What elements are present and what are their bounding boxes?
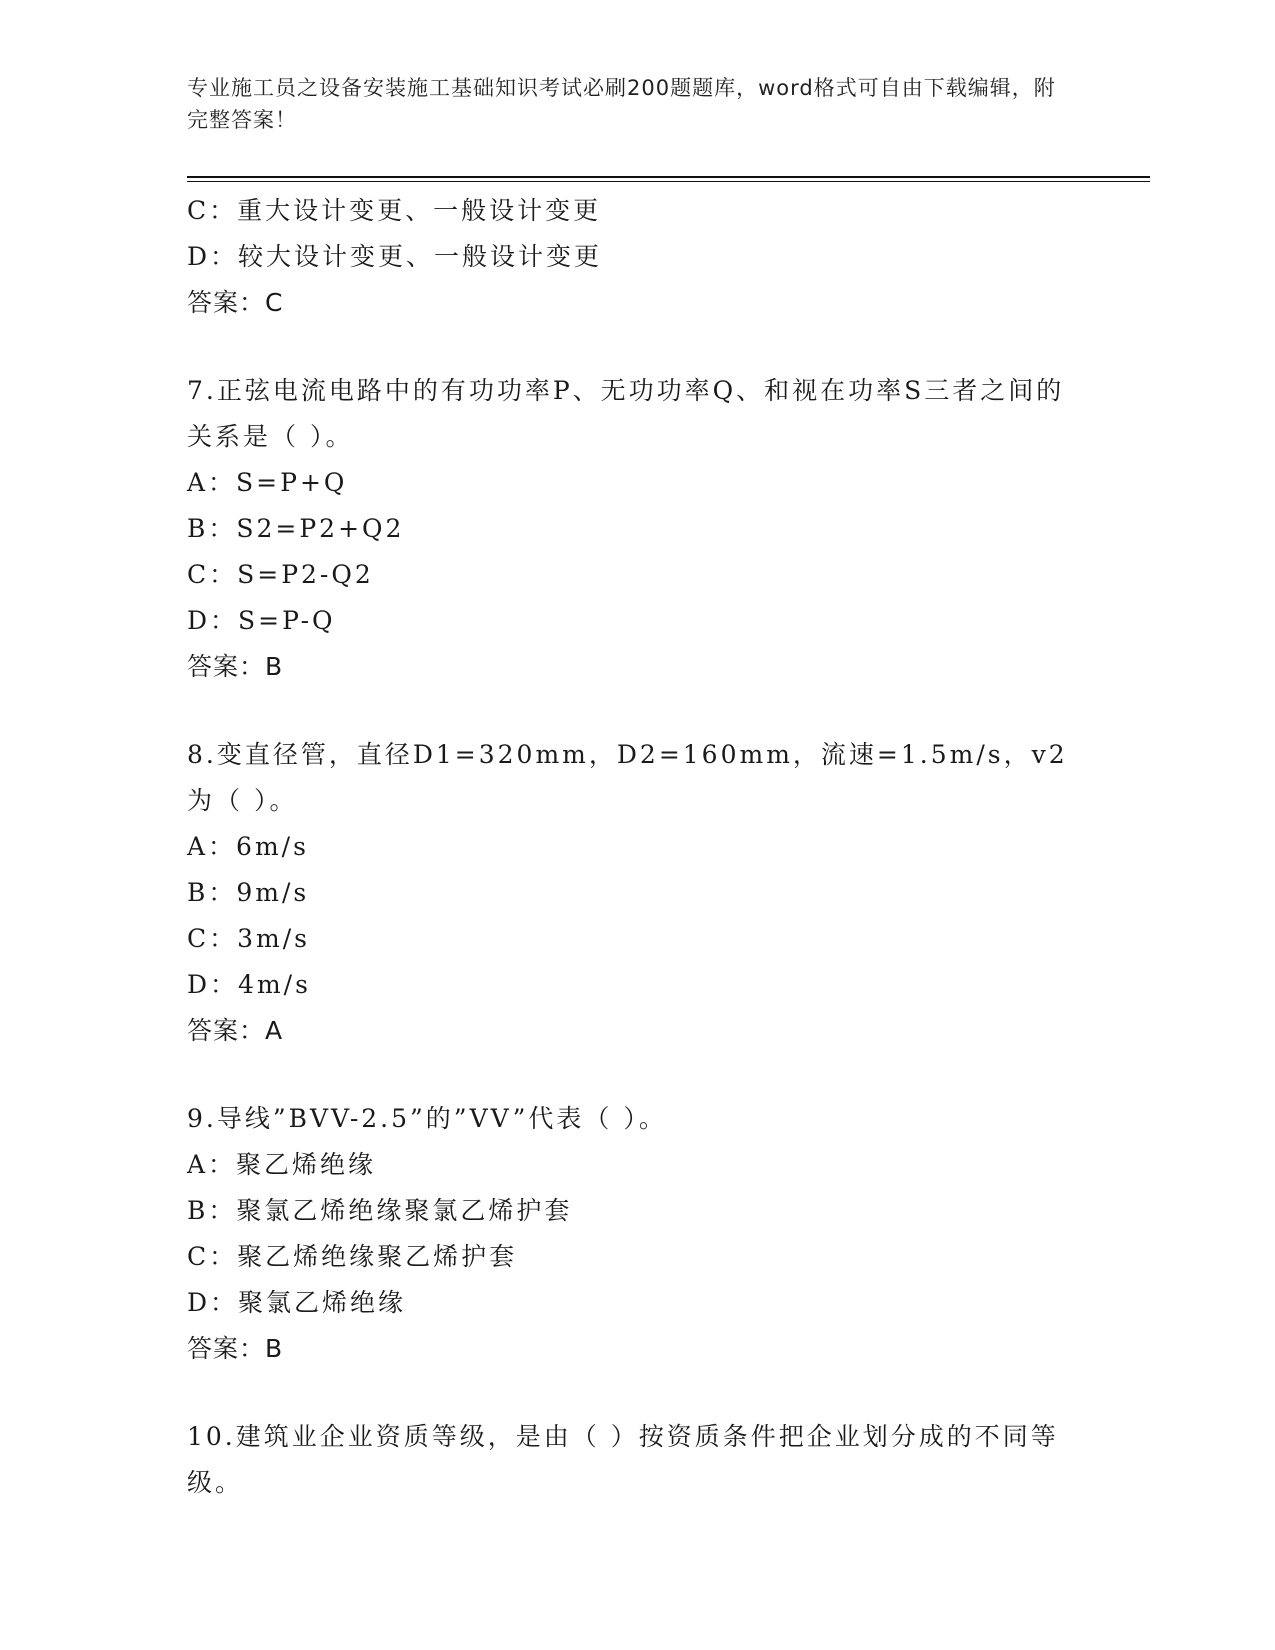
question-text: 9.导线”BVV-2.5”的”VV”代表（ ）。 xyxy=(187,1104,667,1133)
option-c: C：3m/s xyxy=(187,924,310,953)
option-a: A：6m/s xyxy=(187,832,309,861)
option-c: C：S=P2-Q2 xyxy=(187,560,374,589)
option-a: A：聚乙烯绝缘 xyxy=(187,1150,377,1179)
option-d: D：较大设计变更、一般设计变更 xyxy=(187,242,603,271)
question-8 xyxy=(187,732,1087,1054)
option-b: B：S2=P2+Q2 xyxy=(187,514,405,543)
carryover-block xyxy=(187,188,1087,326)
option-d: D：聚氯乙烯绝缘 xyxy=(187,1288,407,1317)
option-a: A：S=P+Q xyxy=(187,468,348,497)
answer-line: 答案：A xyxy=(187,1016,284,1045)
header-divider-thick xyxy=(187,176,1150,178)
question-text: 10.建筑业企业资质等级，是由（ ）按资质条件把企业划分成的不同等级。 xyxy=(187,1422,1059,1497)
option-c: C：聚乙烯绝缘聚乙烯护套 xyxy=(187,1242,518,1271)
option-d: D：4m/s xyxy=(187,970,311,999)
question-text: 7.正弦电流电路中的有功功率P、无功功率Q、和视在功率S三者之间的关系是（ ）。 xyxy=(187,376,1065,451)
option-b: B：9m/s xyxy=(187,878,310,907)
option-d: D：S=P-Q xyxy=(187,606,336,635)
header-divider-thin xyxy=(187,181,1150,182)
document-body xyxy=(187,188,1087,1506)
answer-line: 答案：B xyxy=(187,652,284,681)
answer-line: 答案：C xyxy=(187,288,284,317)
question-text: 8.变直径管，直径D1=320mm，D2=160mm，流速=1.5m/s，v2为（ ）。 xyxy=(187,740,1068,815)
option-c: C：重大设计变更、一般设计变更 xyxy=(187,196,602,225)
page-header: 专业施工员之设备安装施工基础知识考试必刷200题题库，word格式可自由下载编辑，附完整答案！ xyxy=(187,76,1056,132)
option-b: B：聚氯乙烯绝缘聚氯乙烯护套 xyxy=(187,1196,573,1225)
question-9 xyxy=(187,1096,1087,1372)
answer-line: 答案：B xyxy=(187,1334,284,1363)
question-7 xyxy=(187,368,1087,690)
question-10 xyxy=(187,1414,1087,1506)
